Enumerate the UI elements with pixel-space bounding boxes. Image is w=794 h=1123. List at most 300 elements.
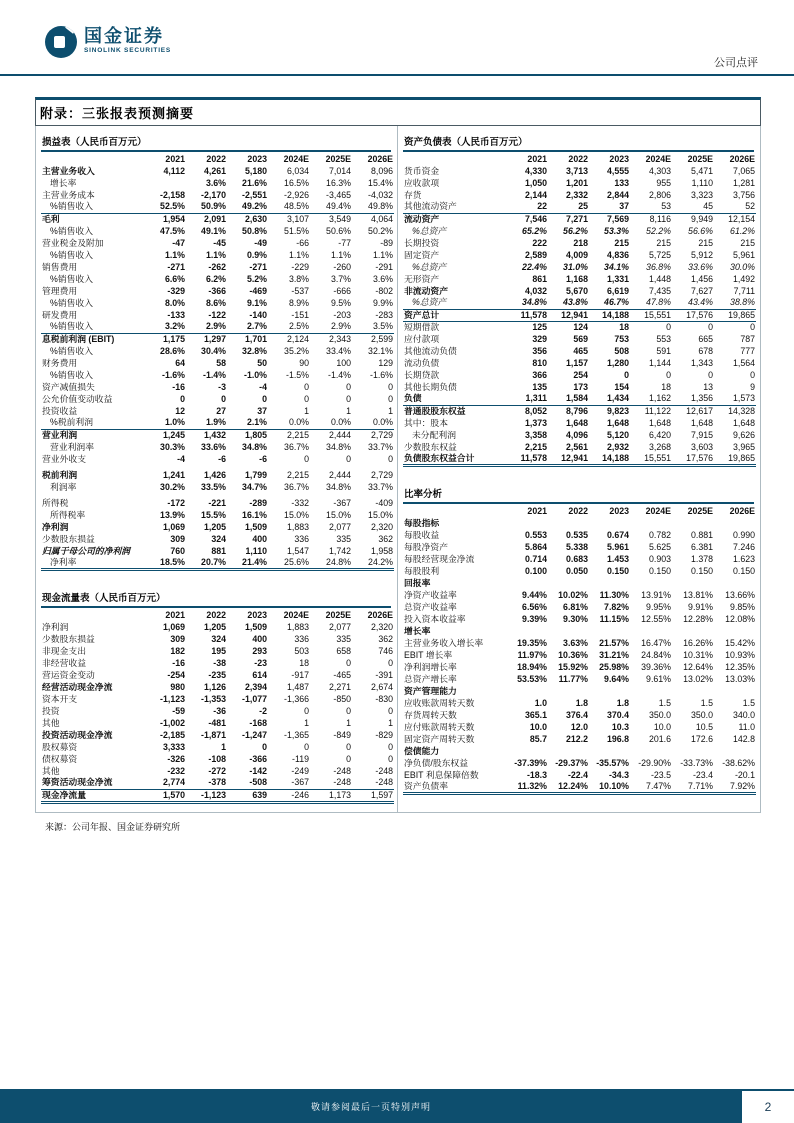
value-cell: 1,456 bbox=[690, 273, 713, 284]
value-cell: 9.91% bbox=[688, 601, 713, 612]
value-cell: 10.3 bbox=[611, 721, 629, 732]
value-cell: 1 bbox=[304, 717, 309, 728]
value-cell: 7.71% bbox=[672, 781, 714, 794]
value-cell: -29.90% bbox=[638, 757, 671, 768]
row-label: 少数股东权益 bbox=[404, 441, 457, 452]
value-cell: 15.4% bbox=[368, 177, 393, 188]
value-cell: -232 bbox=[167, 765, 185, 776]
value-cell: 1,157 bbox=[565, 357, 588, 368]
value-cell: 678 bbox=[698, 345, 713, 356]
value-cell: 0 bbox=[388, 741, 393, 752]
value-cell: 51.5% bbox=[284, 225, 309, 236]
value-cell: 2,215 bbox=[524, 441, 547, 452]
value-cell: -133 bbox=[167, 309, 185, 320]
value-cell: 13.81% bbox=[683, 589, 713, 600]
value-cell: 31.0% bbox=[563, 261, 588, 272]
table-row bbox=[403, 213, 756, 225]
value-cell: 5,961 bbox=[732, 249, 755, 260]
value-cell: 201.6 bbox=[648, 733, 671, 744]
value-cell: 1.1% bbox=[288, 249, 309, 260]
value-cell: 1,597 bbox=[352, 789, 394, 802]
table-row bbox=[403, 613, 756, 625]
value-cell: 34.8% bbox=[326, 481, 351, 492]
page-number: 2 bbox=[764, 1100, 772, 1114]
row-label: 投资 bbox=[42, 705, 60, 716]
value-cell: -3,465 bbox=[326, 189, 351, 200]
year-header-cell: 2025E bbox=[325, 153, 351, 164]
value-cell: -1,002 bbox=[160, 717, 185, 728]
value-cell: 25.98% bbox=[599, 661, 629, 672]
value-cell: 64 bbox=[175, 357, 185, 368]
value-cell: 3.2% bbox=[164, 321, 185, 332]
value-cell: -77 bbox=[338, 237, 351, 248]
value-cell: 5.961 bbox=[606, 541, 629, 552]
row-label: %销售收入 bbox=[50, 249, 94, 260]
value-cell: 366 bbox=[532, 369, 547, 380]
value-cell: 56.2% bbox=[563, 225, 588, 236]
year-header-cell: 2023 bbox=[247, 609, 267, 620]
value-cell: 2,844 bbox=[606, 189, 629, 200]
value-cell: 10.10% bbox=[589, 781, 630, 794]
value-cell: 5.864 bbox=[524, 541, 547, 552]
value-cell: 1,110 bbox=[245, 545, 267, 556]
value-cell: 3,333 bbox=[162, 741, 185, 752]
table-row bbox=[403, 661, 756, 673]
value-cell: 133 bbox=[614, 177, 629, 188]
table-row bbox=[403, 321, 756, 333]
value-cell: 7,915 bbox=[690, 429, 713, 440]
value-cell: 2.9% bbox=[330, 321, 351, 332]
table-row bbox=[41, 369, 394, 381]
value-cell: 254 bbox=[573, 369, 588, 380]
row-label: 其他 bbox=[42, 765, 60, 776]
value-cell: 142.8 bbox=[732, 733, 755, 744]
value-cell: 1,162 bbox=[648, 393, 671, 404]
value-cell: 36.8% bbox=[646, 261, 671, 272]
table-row bbox=[403, 153, 756, 165]
value-cell: 0 bbox=[388, 753, 393, 764]
row-label: 财务费用 bbox=[42, 357, 78, 368]
value-cell: 12.28% bbox=[683, 613, 713, 624]
table-row bbox=[41, 357, 394, 369]
value-cell: 1.8 bbox=[575, 697, 588, 708]
value-cell: -1,247 bbox=[242, 729, 267, 740]
table-row bbox=[403, 673, 756, 685]
value-cell: 50 bbox=[257, 357, 267, 368]
value-cell: -248 bbox=[333, 765, 351, 776]
value-cell: 31.21% bbox=[599, 649, 629, 660]
row-label: 无形资产 bbox=[404, 273, 440, 284]
value-cell: 7.246 bbox=[732, 541, 755, 552]
value-cell: 1,241 bbox=[162, 469, 185, 480]
value-cell: 746 bbox=[378, 645, 393, 656]
value-cell: 0.100 bbox=[524, 565, 547, 576]
brand-logo bbox=[45, 26, 171, 58]
income-statement-title: 损益表（人民币百万元） bbox=[41, 131, 391, 152]
value-cell: 11.15% bbox=[599, 613, 629, 624]
value-cell: 7.92% bbox=[714, 781, 756, 794]
value-cell: 362 bbox=[378, 533, 393, 544]
value-cell: 5,725 bbox=[648, 249, 671, 260]
table-row bbox=[403, 685, 756, 697]
value-cell: 1,205 bbox=[203, 521, 226, 532]
row-label: 税前利润 bbox=[42, 469, 78, 480]
value-cell: 2,774 bbox=[162, 777, 185, 788]
table-row bbox=[403, 697, 756, 709]
value-cell: 12,154 bbox=[714, 213, 756, 225]
table-row bbox=[403, 201, 756, 213]
value-cell: 0.782 bbox=[648, 529, 671, 540]
row-label: 总资产增长率 bbox=[404, 673, 457, 684]
value-cell: 777 bbox=[740, 345, 755, 356]
value-cell: -2,170 bbox=[201, 189, 226, 200]
value-cell: 3,268 bbox=[648, 441, 671, 452]
value-cell: 1,492 bbox=[732, 273, 755, 284]
row-label: 研发费用 bbox=[42, 309, 78, 320]
value-cell: -262 bbox=[208, 261, 226, 272]
value-cell: 3,713 bbox=[565, 165, 588, 176]
value-cell: 1 bbox=[388, 717, 393, 728]
value-cell: 1,110 bbox=[691, 177, 713, 188]
value-cell: -6 bbox=[259, 453, 267, 464]
value-cell: 32.8% bbox=[242, 345, 267, 356]
row-label: 货币资金 bbox=[404, 165, 440, 176]
value-cell: 665 bbox=[698, 333, 713, 344]
value-cell: 53.3% bbox=[604, 225, 629, 236]
value-cell: 1 bbox=[346, 405, 351, 416]
value-cell: 1,144 bbox=[648, 357, 671, 368]
value-cell: 508 bbox=[614, 345, 629, 356]
value-cell: 2,077 bbox=[328, 621, 351, 632]
value-cell: 15.0% bbox=[284, 509, 309, 520]
value-cell: 49.2% bbox=[242, 201, 267, 212]
value-cell: -850 bbox=[333, 693, 351, 704]
value-cell: -23.5 bbox=[650, 769, 671, 780]
value-cell: 0 bbox=[666, 369, 671, 380]
row-label: 其他 bbox=[42, 717, 60, 728]
row-label: %销售收入 bbox=[50, 201, 94, 212]
value-cell: 33.4% bbox=[326, 345, 351, 356]
value-cell: 7,065 bbox=[732, 165, 755, 176]
value-cell: -34.3 bbox=[608, 769, 629, 780]
value-cell: -367 bbox=[333, 497, 351, 508]
table-row bbox=[403, 357, 756, 369]
value-cell: 4,032 bbox=[524, 285, 547, 296]
value-cell: 3,549 bbox=[310, 213, 352, 225]
table-row bbox=[403, 249, 756, 261]
value-cell: 1.1% bbox=[164, 249, 185, 260]
value-cell: -1.6% bbox=[162, 369, 185, 380]
subsection-header: 资产管理能力 bbox=[404, 685, 457, 696]
value-cell: 16.26% bbox=[683, 637, 713, 648]
value-cell: 2,589 bbox=[524, 249, 547, 260]
value-cell: 4,096 bbox=[565, 429, 588, 440]
value-cell: 9.39% bbox=[522, 613, 547, 624]
row-label: %总资产 bbox=[412, 225, 447, 236]
value-cell: 2,932 bbox=[606, 441, 629, 452]
value-cell: -2 bbox=[259, 705, 267, 716]
value-cell: 7,711 bbox=[733, 285, 755, 296]
footer-disclaimer: 敬请参阅最后一页特别声明 bbox=[310, 1101, 431, 1112]
value-cell: 1,883 bbox=[286, 621, 309, 632]
value-cell: 22.4% bbox=[522, 261, 547, 272]
footer-disclaimer-bar bbox=[0, 1089, 742, 1123]
value-cell: 12.0 bbox=[570, 721, 588, 732]
value-cell: -271 bbox=[249, 261, 267, 272]
value-cell: 336 bbox=[294, 533, 309, 544]
row-label: %总资产 bbox=[412, 297, 447, 308]
value-cell: 11.30% bbox=[599, 589, 629, 600]
table-row bbox=[41, 481, 394, 493]
value-cell: -33.73% bbox=[680, 757, 713, 768]
value-cell: 12,941 bbox=[548, 453, 589, 466]
table-row bbox=[403, 625, 756, 637]
value-cell: 33.7% bbox=[368, 481, 393, 492]
value-cell: 356 bbox=[532, 345, 547, 356]
row-label: 每股净资产 bbox=[404, 541, 448, 552]
value-cell: -142 bbox=[249, 765, 267, 776]
value-cell: 11.97% bbox=[517, 649, 547, 660]
table-row bbox=[41, 177, 394, 189]
value-cell: -409 bbox=[375, 497, 393, 508]
value-cell: 1,954 bbox=[145, 213, 186, 225]
value-cell: 1,373 bbox=[524, 417, 547, 428]
year-header-cell: 2021 bbox=[527, 505, 547, 516]
value-cell: 1,648 bbox=[606, 417, 629, 428]
value-cell: 309 bbox=[170, 533, 185, 544]
value-cell: 20.7% bbox=[186, 557, 227, 570]
sinolink-logo-icon bbox=[45, 26, 77, 58]
ratio-analysis-title: 比率分析 bbox=[403, 483, 754, 504]
value-cell: 0 bbox=[262, 393, 267, 404]
value-cell: 658 bbox=[336, 645, 351, 656]
value-cell: 4,009 bbox=[565, 249, 588, 260]
value-cell: 27 bbox=[216, 405, 226, 416]
row-label: %销售收入 bbox=[50, 321, 94, 332]
value-cell: 5.338 bbox=[565, 541, 588, 552]
value-cell: 3.6% bbox=[205, 177, 226, 188]
value-cell: 0.553 bbox=[524, 529, 547, 540]
value-cell: 43.4% bbox=[688, 297, 713, 308]
value-cell: 10.5 bbox=[695, 721, 713, 732]
value-cell: 2,215 bbox=[286, 469, 309, 480]
appendix-title-box bbox=[35, 97, 761, 126]
row-label: 非经营收益 bbox=[42, 657, 86, 668]
value-cell: 172.6 bbox=[690, 733, 713, 744]
value-cell: 13.91% bbox=[641, 589, 671, 600]
value-cell: 4,303 bbox=[648, 165, 671, 176]
value-cell: 37 bbox=[257, 405, 267, 416]
value-cell: 1,201 bbox=[565, 177, 588, 188]
value-cell: 0 bbox=[388, 705, 393, 716]
value-cell: 0.150 bbox=[732, 565, 755, 576]
value-cell: -3 bbox=[218, 381, 226, 392]
row-label: 应收款项 bbox=[404, 177, 440, 188]
value-cell: 0.0% bbox=[330, 417, 351, 428]
table-row bbox=[403, 369, 756, 381]
value-cell: 1,509 bbox=[244, 621, 267, 632]
value-cell: -29.37% bbox=[555, 757, 588, 768]
table-row bbox=[41, 309, 394, 321]
page-header bbox=[0, 0, 794, 76]
value-cell: -283 bbox=[375, 309, 393, 320]
value-cell: -45 bbox=[213, 237, 226, 248]
value-cell: 16.3% bbox=[326, 177, 351, 188]
row-label: 投资收益 bbox=[42, 405, 78, 416]
value-cell: 85.7 bbox=[529, 733, 547, 744]
value-cell: 569 bbox=[573, 333, 588, 344]
row-label: 存货周转天数 bbox=[404, 709, 457, 720]
value-cell: 362 bbox=[378, 633, 393, 644]
value-cell: -16 bbox=[172, 657, 185, 668]
value-cell: 2,729 bbox=[352, 429, 394, 441]
value-cell: 36.7% bbox=[284, 481, 309, 492]
balance-sheet-title: 资产负债表（人民币百万元） bbox=[403, 131, 754, 152]
value-cell: 46.7% bbox=[604, 297, 629, 308]
value-cell: 1,958 bbox=[370, 545, 393, 556]
value-cell: 0 bbox=[262, 741, 267, 752]
table-row bbox=[41, 393, 394, 405]
value-cell: -254 bbox=[167, 669, 185, 680]
doc-type-label: 公司点评 bbox=[714, 57, 758, 69]
value-cell: 1 bbox=[221, 741, 226, 752]
year-header-cell: 2026E bbox=[729, 153, 755, 164]
value-cell: 7,014 bbox=[328, 165, 351, 176]
value-cell: 18 bbox=[299, 657, 309, 668]
value-cell: 0.9% bbox=[246, 249, 267, 260]
value-cell: 1,799 bbox=[244, 469, 267, 480]
row-label: 营运资金变动 bbox=[42, 669, 95, 680]
table-row bbox=[403, 309, 756, 321]
row-label: 所得税率 bbox=[50, 509, 86, 520]
row-label: 营业利润 bbox=[41, 429, 145, 441]
value-cell: 0.674 bbox=[606, 529, 629, 540]
value-cell: 16.1% bbox=[242, 509, 267, 520]
value-cell: -248 bbox=[375, 777, 393, 788]
row-label: 其他流动负债 bbox=[404, 345, 457, 356]
value-cell: 12.64% bbox=[683, 661, 713, 672]
value-cell: 1,432 bbox=[186, 429, 227, 441]
row-label: 少数股东损益 bbox=[42, 533, 95, 544]
table-row bbox=[403, 517, 756, 529]
value-cell: -119 bbox=[292, 753, 309, 764]
value-cell: 21.4% bbox=[227, 557, 268, 570]
table-row bbox=[41, 237, 394, 249]
left-column bbox=[36, 126, 398, 812]
table-row bbox=[403, 577, 756, 589]
table-row bbox=[41, 441, 394, 453]
row-label: %销售收入 bbox=[50, 345, 94, 356]
value-cell: 335 bbox=[336, 533, 351, 544]
value-cell: 6,619 bbox=[606, 285, 629, 296]
value-cell: 1,280 bbox=[606, 357, 629, 368]
value-cell: 12.08% bbox=[725, 613, 755, 624]
table-row bbox=[41, 609, 394, 621]
table-row bbox=[41, 621, 394, 633]
value-cell: 0 bbox=[346, 705, 351, 716]
value-cell: 370.4 bbox=[606, 709, 629, 720]
value-cell: 365.1 bbox=[524, 709, 547, 720]
value-cell: -2,185 bbox=[160, 729, 185, 740]
row-label: 少数股东损益 bbox=[42, 633, 95, 644]
value-cell: -849 bbox=[333, 729, 351, 740]
table-row bbox=[41, 681, 394, 693]
value-cell: 222 bbox=[532, 237, 547, 248]
value-cell: -1.4% bbox=[328, 369, 351, 380]
table-row bbox=[41, 453, 394, 465]
table-row bbox=[403, 781, 756, 794]
year-header-cell: 2023 bbox=[609, 505, 629, 516]
value-cell: 0.881 bbox=[690, 529, 713, 540]
value-cell: 3.8% bbox=[288, 273, 309, 284]
value-cell: 50.6% bbox=[326, 225, 351, 236]
value-cell: 0 bbox=[346, 393, 351, 404]
value-cell: -332 bbox=[291, 497, 309, 508]
value-cell: 400 bbox=[252, 533, 267, 544]
value-cell: 135 bbox=[532, 381, 547, 392]
row-label: 其中：股本 bbox=[404, 417, 448, 428]
value-cell: -1,123 bbox=[160, 693, 185, 704]
table-row bbox=[403, 285, 756, 297]
row-label: 管理费用 bbox=[42, 285, 78, 296]
year-header-cell: 2025E bbox=[687, 505, 713, 516]
brand-name-cn: 国金证券 bbox=[84, 26, 164, 46]
value-cell: 0.714 bbox=[524, 553, 547, 564]
table-row bbox=[41, 705, 394, 717]
brand-name-en: SINOLINK SECURITIES bbox=[84, 47, 172, 54]
year-header-cell: 2023 bbox=[609, 153, 629, 164]
value-cell: 6,034 bbox=[286, 165, 309, 176]
value-cell: 14,188 bbox=[589, 309, 630, 321]
value-cell: 1,742 bbox=[328, 545, 351, 556]
value-cell: 2,144 bbox=[524, 189, 547, 200]
value-cell: 0 bbox=[624, 369, 629, 380]
value-cell: 1,883 bbox=[286, 521, 309, 532]
value-cell: 33.6% bbox=[201, 441, 226, 452]
row-label: 利润率 bbox=[50, 481, 77, 492]
value-cell: 34.8% bbox=[242, 441, 267, 452]
table-row bbox=[403, 177, 756, 189]
table-row bbox=[403, 381, 756, 393]
cashflow-statement-table bbox=[41, 609, 394, 804]
value-cell: 11,578 bbox=[507, 453, 548, 466]
value-cell: 9,823 bbox=[589, 405, 630, 417]
value-cell: 1,343 bbox=[690, 357, 713, 368]
value-cell: 2.5% bbox=[288, 321, 309, 332]
value-cell: 1,509 bbox=[244, 521, 267, 532]
value-cell: 38.8% bbox=[730, 297, 755, 308]
row-label: 归属于母公司的净利润 bbox=[42, 545, 130, 556]
value-cell: 1 bbox=[346, 717, 351, 728]
row-label: 应收账款周转天数 bbox=[404, 697, 475, 708]
value-cell: 3,107 bbox=[268, 213, 310, 225]
year-header-cell: 2021 bbox=[165, 609, 185, 620]
value-cell: -36 bbox=[213, 705, 226, 716]
value-cell: 7,435 bbox=[648, 285, 671, 296]
value-cell: 9 bbox=[750, 381, 755, 392]
value-cell: 13.66% bbox=[725, 589, 755, 600]
table-row bbox=[403, 417, 756, 429]
value-cell: 1.8 bbox=[616, 697, 629, 708]
value-cell: 0.535 bbox=[565, 529, 588, 540]
table-row bbox=[403, 393, 756, 405]
table-row bbox=[403, 553, 756, 565]
table-row bbox=[41, 693, 394, 705]
value-cell: 49.1% bbox=[201, 225, 226, 236]
value-cell: 15.0% bbox=[368, 509, 393, 520]
value-cell: 4,261 bbox=[203, 165, 226, 176]
value-cell: -917 bbox=[291, 669, 309, 680]
